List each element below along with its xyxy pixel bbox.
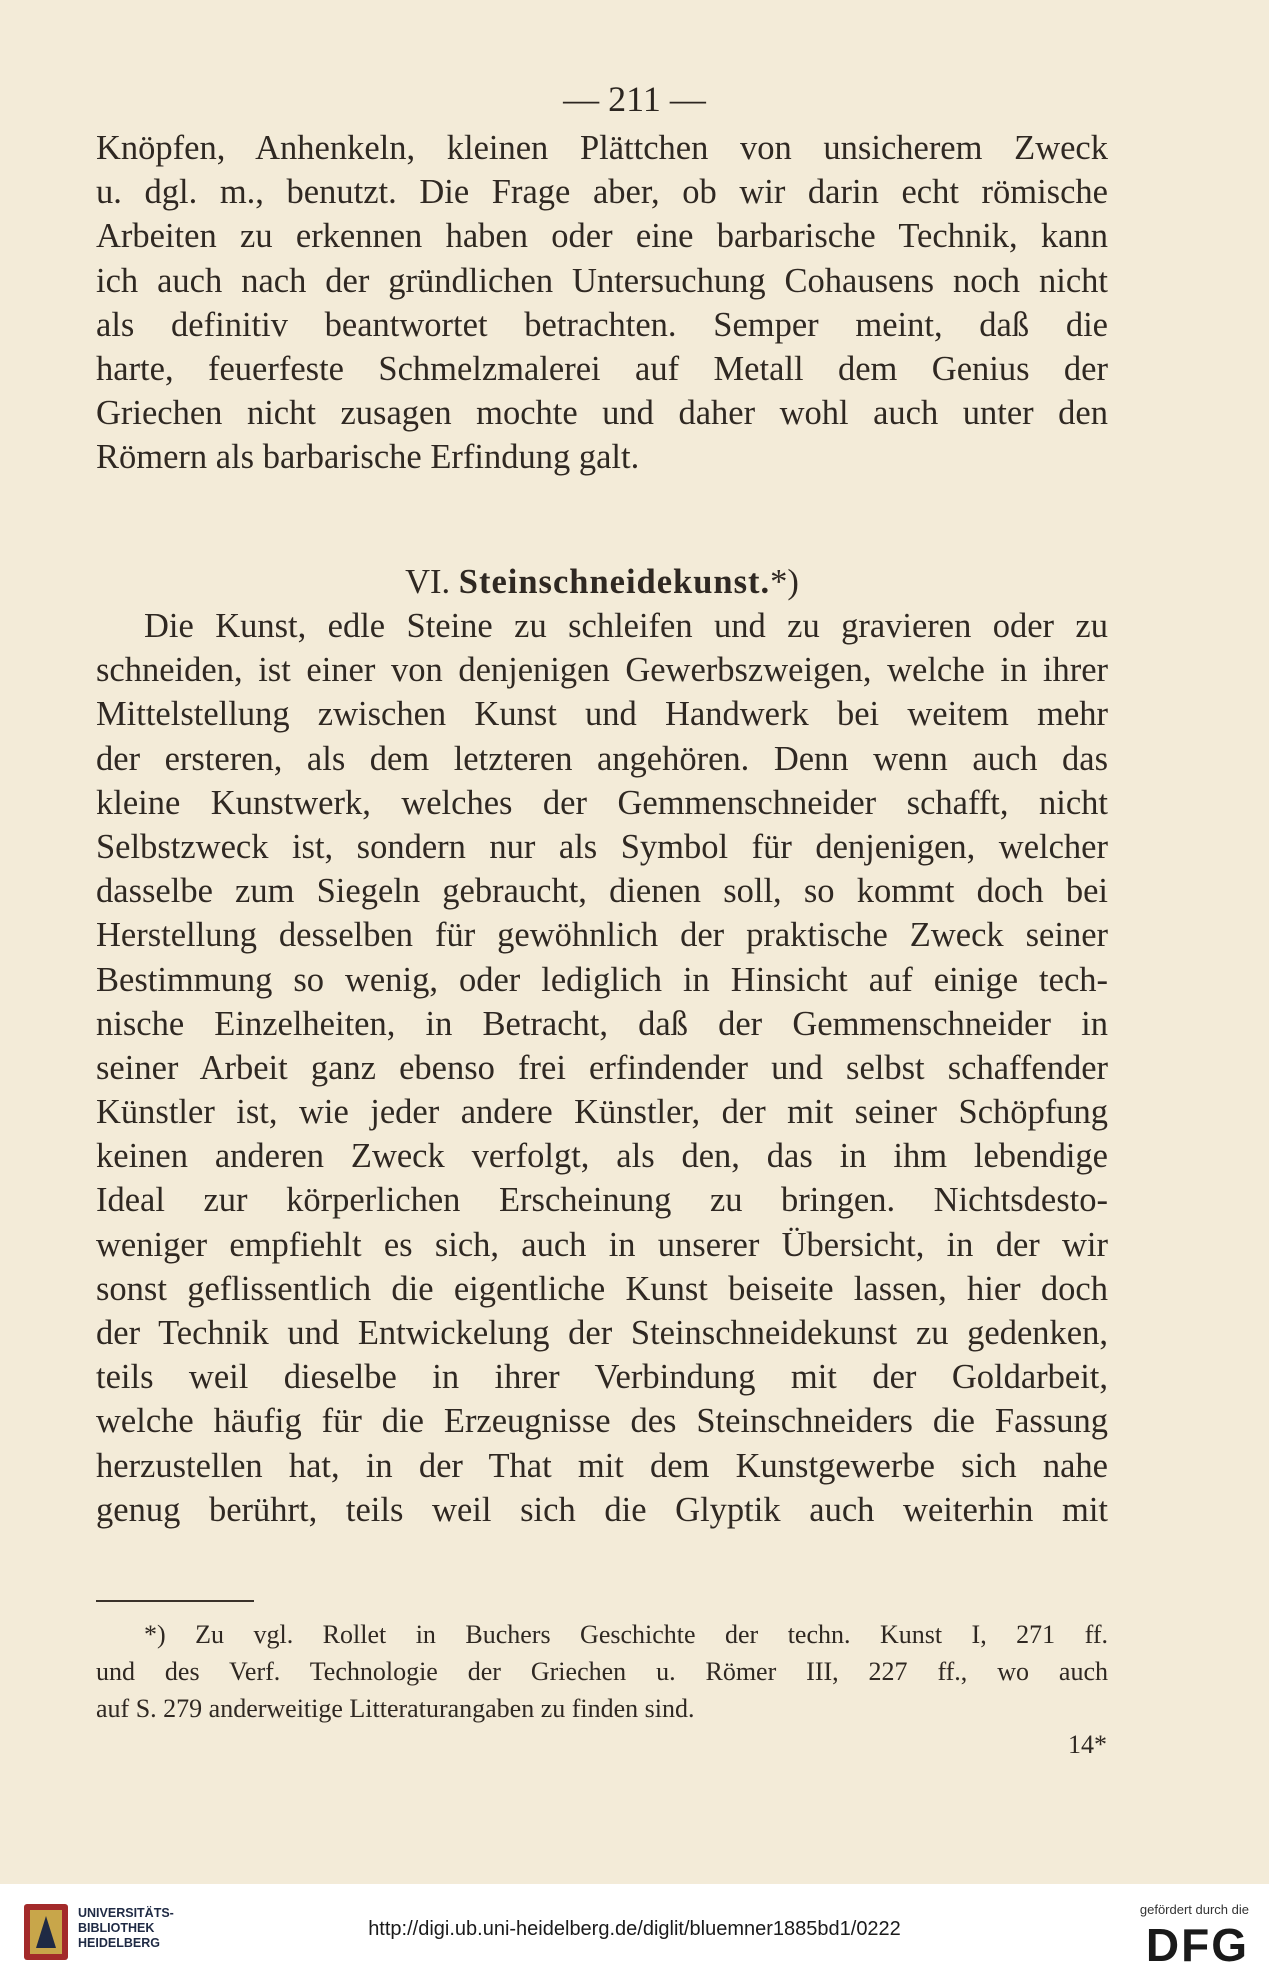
text-line: Römern als barbarische Erfindung galt. [96, 438, 640, 477]
footnote-marker: *) [770, 563, 799, 601]
text-line: Griechen nicht zusagen mochte und daher wohl auch unter den [96, 394, 1108, 433]
signature-mark: 14* [1068, 1730, 1107, 1759]
text-line: sonst geflissentlich die eigentliche Kunst beiseite lassen, hier doch [96, 1269, 1108, 1308]
text-line: schneiden, ist einer von denjenigen Gewerbszweigen, welche in ihrer [96, 651, 1108, 690]
library-name: UNIVERSITÄTS- BIBLIOTHEK HEIDELBERG [78, 1906, 174, 1950]
text-line: seiner Arbeit ganz ebenso frei erfindender und selbst schaffender [96, 1048, 1108, 1087]
text-line: der ersteren, als dem letzteren angehören. Denn wenn auch das [96, 739, 1108, 778]
text-line: dasselbe zum Siegeln gebraucht, dienen soll, so kommt doch bei [96, 872, 1108, 911]
text-line: ich auch nach der gründlichen Untersuchung Cohausens noch nicht [96, 261, 1108, 300]
footnote-line: *) Zu vgl. Rollet in Buchers Geschichte der techn. Kunst I, 271 ff. [144, 1620, 1108, 1649]
text-line: genug berührt, teils weil sich die Glyptik auch weiterhin mit [96, 1490, 1108, 1529]
section-title: Steinschneidekunst. [458, 563, 771, 601]
text-line: Bestimmung so wenig, oder lediglich in Hinsicht auf einige tech- [96, 960, 1108, 999]
text-line: teils weil dieselbe in ihrer Verbindung mit der Goldarbeit, [96, 1358, 1108, 1397]
section-number: VI. [405, 563, 451, 601]
text-line: nische Einzelheiten, in Betracht, daß der Gemmenschneider in [96, 1004, 1108, 1043]
paragraph-continuation [96, 126, 1108, 480]
text-line: welche häufig für die Erzeugnisse des Steinschneiders die Fassung [96, 1402, 1108, 1441]
text-line: Arbeiten zu erkennen haben oder eine barbarische Technik, kann [96, 217, 1108, 256]
page-number-header: — 211 — [563, 79, 706, 119]
footnote-rule [96, 1600, 254, 1602]
footer-bar [0, 1884, 1269, 1980]
paragraph-main [96, 604, 1108, 1532]
text-line: der Technik und Entwickelung der Steinschneidekunst zu gedenken, [96, 1314, 1108, 1352]
text-line: Knöpfen, Anhenkeln, kleinen Plättchen von unsicherem Zweck [96, 129, 1108, 167]
text-line: u. dgl. m., benutzt. Die Frage aber, ob wir darin echt römische [96, 173, 1108, 212]
text-line: Mittelstellung zwischen Kunst und Handwerk bei weitem mehr [96, 695, 1108, 734]
section-heading [96, 560, 1108, 604]
source-url-link[interactable]: http://digi.ub.uni-heidelberg.de/diglit/bluemner1885bd1/0222 [368, 1918, 901, 1940]
text-line: keinen anderen Zweck verfolgt, als den, das in ihm lebendige [96, 1137, 1108, 1176]
text-line: Künstler ist, wie jeder andere Künstler, der mit seiner Schöpfung [96, 1093, 1108, 1132]
text-line: harte, feuerfeste Schmelzmalerei auf Metall dem Genius der [96, 349, 1108, 388]
text-line: Selbstzweck ist, sondern nur als Symbol für denjenigen, welcher [96, 827, 1108, 866]
dfg-logo: DFG [1145, 1919, 1249, 1971]
funder-caption: gefördert durch die [1139, 1902, 1249, 1917]
text-line: Herstellung desselben für gewöhnlich der praktische Zweck seiner [96, 916, 1108, 955]
text-line: Die Kunst, edle Steine zu schleifen und zu gravieren oder zu [144, 607, 1108, 645]
text-line: weniger empfiehlt es sich, auch in unserer Übersicht, in der wir [96, 1225, 1108, 1264]
text-line: als definitiv beantwortet betrachten. Semper meint, daß die [96, 305, 1108, 344]
footnote-line: auf S. 279 anderweitige Litteraturangaben zu finden sind. [96, 1694, 695, 1723]
text-line: Ideal zur körperlichen Erscheinung zu bringen. Nichtsdesto- [96, 1181, 1108, 1220]
footnote [96, 1616, 1108, 1727]
text-line: kleine Kunstwerk, welches der Gemmenschneider schafft, nicht [96, 783, 1108, 822]
text-line: herzustellen hat, in der That mit dem Kunstgewerbe sich nahe [96, 1446, 1108, 1485]
footnote-line: und des Verf. Technologie der Griechen u. Römer III, 227 ff., wo auch [96, 1657, 1108, 1686]
